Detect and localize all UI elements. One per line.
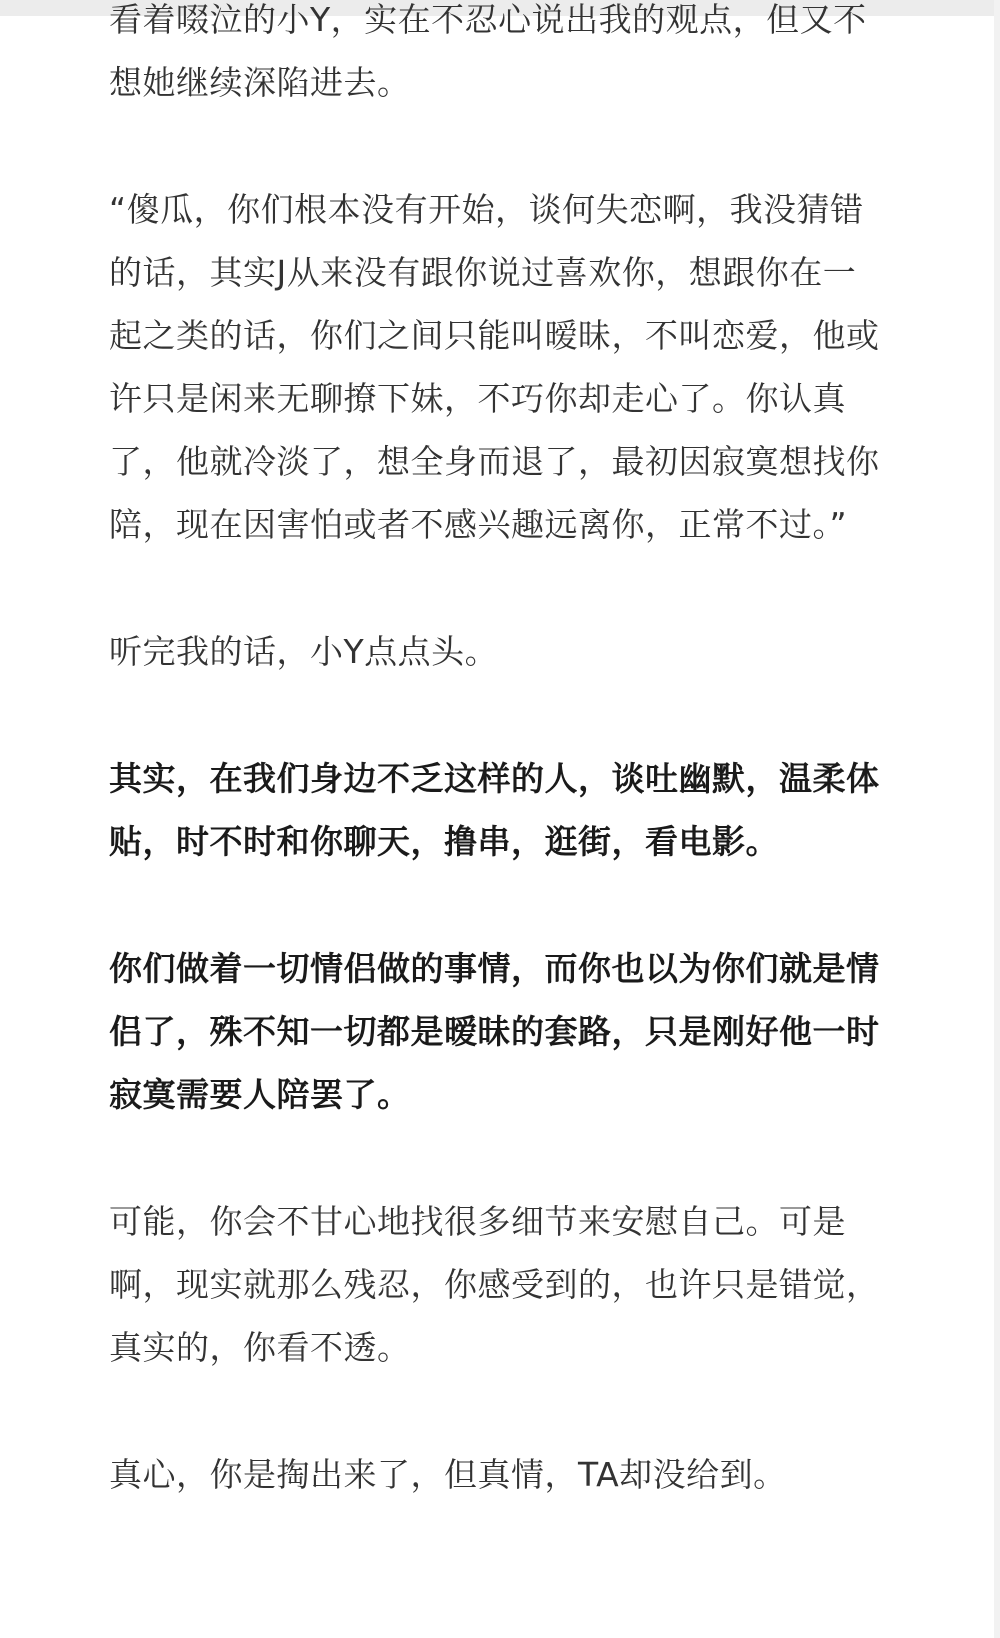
- paragraph-3: [109, 620, 899, 683]
- article-body: [109, 0, 899, 1570]
- paragraph-line: 的话，其实J从来没有跟你说过喜欢你，想跟你在一: [109, 253, 857, 292]
- paragraph-line: 寂寞需要人陪罢了。: [109, 1075, 411, 1114]
- paragraph-line: 啊，现实就那么残忍，你感受到的，也许只是错觉，: [109, 1265, 880, 1304]
- paragraph-6: [109, 1190, 899, 1379]
- paragraph-4-bold: [109, 747, 899, 873]
- paragraph-line: 陪，现在因害怕或者不感兴趣远离你，正常不过。”: [109, 505, 848, 544]
- paragraph-line: 你们做着一切情侣做的事情，而你也以为你们就是情: [109, 949, 880, 988]
- paragraph-line: 贴，时不时和你聊天，撸串，逛街，看电影。: [109, 822, 779, 861]
- paragraph-line: 其实，在我们身边不乏这样的人，谈吐幽默，温柔体: [109, 759, 880, 798]
- paragraph-line: 真心，你是掏出来了，但真情，TA却没给到。: [109, 1455, 787, 1494]
- paragraph-line: 许只是闲来无聊撩下妹，不巧你却走心了。你认真: [109, 379, 846, 418]
- paragraph-line: “傻瓜，你们根本没有开始，谈何失恋啊，我没猜错: [109, 190, 864, 229]
- paragraph-line: 看着啜泣的小Y，实在不忍心说出我的观点，但又不: [109, 0, 867, 39]
- paragraph-line: 侣了，殊不知一切都是暧昧的套路，只是刚好他一时: [109, 1012, 880, 1051]
- scroll-edge: [994, 0, 1000, 1638]
- paragraph-line: 真实的，你看不透。: [109, 1328, 411, 1367]
- paragraph-line: 起之类的话，你们之间只能叫暧昧，不叫恋爱，他或: [109, 316, 880, 355]
- paragraph-5-bold: [109, 937, 899, 1126]
- paragraph-line: 了，他就冷淡了，想全身而退了，最初因寂寞想找你: [109, 442, 880, 481]
- paragraph-line: 可能，你会不甘心地找很多细节来安慰自己。可是: [109, 1202, 846, 1241]
- paragraph-line: 听完我的话，小Y点点头。: [109, 632, 499, 671]
- paragraph-line: 想她继续深陷进去。: [109, 63, 411, 102]
- paragraph-1: [109, 0, 899, 114]
- paragraph-2: [109, 178, 899, 556]
- paragraph-7: [109, 1443, 899, 1506]
